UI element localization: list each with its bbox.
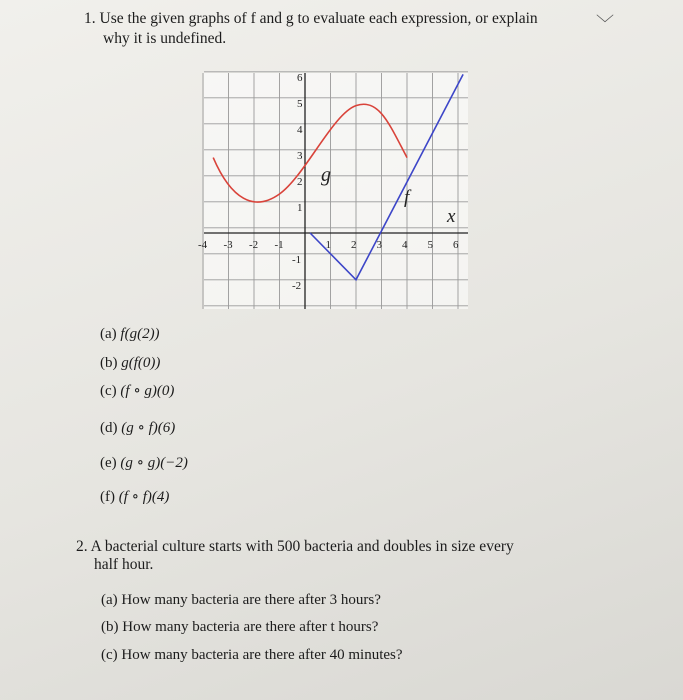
part-label: (b) [101, 619, 123, 635]
g-label: g [321, 164, 331, 186]
x-tick-label: 2 [351, 239, 357, 251]
question-1-part [100, 418, 175, 437]
part-label: (e) [100, 455, 121, 471]
question-1-line-2: why it is undefined. [103, 30, 227, 47]
x-tick-label: 4 [402, 239, 408, 251]
part-expression: (g ∘ g)(−2) [120, 455, 188, 471]
question-1-part [100, 453, 188, 472]
f-label: f [404, 187, 410, 208]
part-label: (a) [101, 592, 122, 608]
part-label: (a) [100, 326, 121, 342]
part-text: How many bacteria are there after 40 minutes? [121, 647, 403, 663]
y-tick-label: 3 [297, 150, 303, 162]
part-expression: f(g(2)) [120, 326, 160, 342]
question-1-part [100, 355, 160, 372]
part-label: (f) [100, 489, 119, 505]
part-expression: (f ∘ g)(0) [120, 383, 175, 399]
x-tick-label: 5 [427, 239, 433, 251]
y-tick-label: 5 [297, 98, 303, 110]
question-2-part [101, 592, 381, 609]
y-tick-label: -2 [292, 280, 302, 292]
x-tick-label: -2 [249, 239, 259, 251]
question-2-line-2: half hour. [94, 556, 154, 573]
question-1-part [100, 326, 160, 343]
part-label: (c) [101, 647, 122, 663]
x-axis-label: x [447, 206, 456, 227]
x-tick-label: -3 [223, 239, 233, 251]
x-tick-label: -4 [198, 239, 208, 251]
question-2-part [101, 619, 378, 636]
part-expression: (g ∘ f)(6) [121, 420, 176, 436]
y-tick-label: 1 [297, 202, 303, 214]
part-text: How many bacteria are there after t hours? [122, 619, 379, 635]
x-tick-label: -1 [274, 239, 284, 251]
part-expression: g(f(0)) [121, 355, 161, 371]
pen-mark-icon: ﹀ [596, 14, 614, 34]
question-1-part [100, 487, 169, 506]
graph-background [204, 73, 468, 309]
question-1-part [100, 381, 174, 400]
y-tick-label: 2 [297, 176, 303, 188]
part-label: (d) [100, 420, 122, 436]
x-tick-label: 1 [325, 239, 331, 251]
y-tick-label: 4 [297, 124, 303, 136]
part-label: (b) [100, 355, 122, 371]
function-graph [0, 0, 683, 320]
part-text: How many bacteria are there after 3 hours? [121, 592, 381, 608]
part-label: (c) [100, 383, 121, 399]
question-2-part [101, 647, 403, 664]
x-tick-label: 6 [453, 239, 459, 251]
y-tick-label: -1 [292, 254, 302, 266]
part-expression: (f ∘ f)(4) [118, 489, 170, 505]
question-2-line-1: 2. A bacterial culture starts with 500 bacteria and doubles in size every [76, 538, 514, 555]
question-1-line-1: 1. Use the given graphs of f and g to evaluate each expression, or explain [84, 10, 538, 27]
y-tick-label: 6 [297, 72, 303, 84]
x-tick-label: 3 [376, 239, 382, 251]
